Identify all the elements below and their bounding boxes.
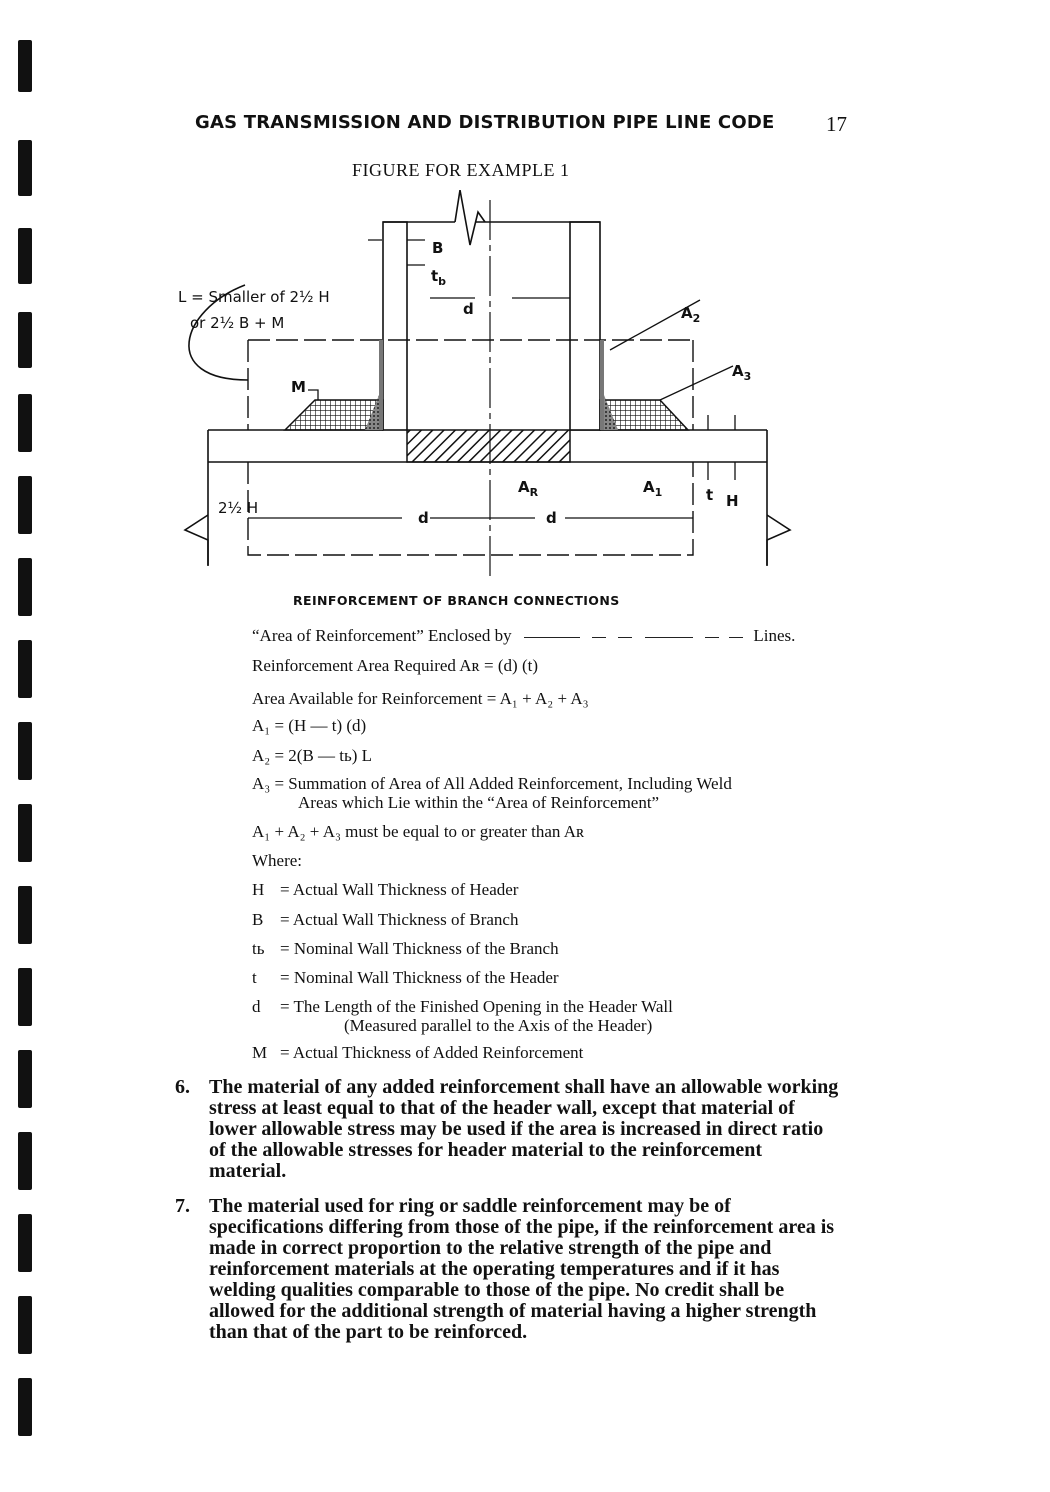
branch-connection-diagram <box>140 190 820 590</box>
label-a1: $A_1$ <box>643 478 663 499</box>
binding-mark <box>18 1296 32 1354</box>
binding-mark <box>18 558 32 616</box>
formula-condition: A₁ + A₂ + A₃ must be equal to or greater than Aʀ <box>252 822 585 841</box>
branch-wall-left <box>383 222 407 430</box>
label-b: B <box>432 239 444 257</box>
where-label: Where: <box>252 851 303 870</box>
binding-mark <box>18 1378 32 1436</box>
formula-required: Reinforcement Area Required Aʀ = (d) (t) <box>252 656 539 675</box>
label-t: t <box>706 486 714 504</box>
formula-available: Area Available for Reinforcement = A₁ + A₂ + A₃ <box>252 689 589 708</box>
binding-mark <box>18 394 32 452</box>
figure-title: FIGURE FOR EXAMPLE 1 <box>352 160 570 180</box>
binding-mark <box>18 1050 32 1108</box>
binding-mark <box>18 228 32 284</box>
label-l-def-2: or 2½ B + M <box>190 314 285 332</box>
definition-h: H = Actual Wall Thickness of Header <box>252 880 519 899</box>
label-a2: $A_2$ <box>681 304 701 325</box>
figure-caption: REINFORCEMENT OF BRANCH CONNECTIONS <box>293 593 620 608</box>
label-two-half-h: 2½ H <box>218 499 259 517</box>
break-symbol <box>455 190 485 245</box>
binding-mark <box>18 476 32 534</box>
weld-strip-left <box>379 340 383 430</box>
binding-mark <box>18 968 32 1026</box>
required-area-hatch <box>407 430 570 462</box>
leader-m <box>308 390 318 400</box>
weld-strip-right <box>600 340 604 430</box>
formula-a2: A₂ = 2(B — tь) L <box>252 746 373 765</box>
binding-mark <box>18 40 32 92</box>
definition-m: M = Actual Thickness of Added Reinforcement <box>252 1043 584 1062</box>
binding-mark <box>18 804 32 862</box>
definition-d: d = The Length of the Finished Opening in the Header Wall <box>252 997 673 1016</box>
label-l-def-1: L = Smaller of 2½ H <box>178 288 330 306</box>
binding-mark <box>18 140 32 196</box>
binding-mark <box>18 1214 32 1272</box>
label-ar: $A_R$ <box>518 478 539 499</box>
label-d-top: d <box>463 300 474 318</box>
binding-mark <box>18 722 32 780</box>
label-d-left: d <box>418 509 429 527</box>
binding-mark <box>18 886 32 944</box>
binding-mark <box>18 1132 32 1190</box>
leader-a3 <box>660 366 733 400</box>
formula-a3-line2: Areas which Lie within the “Area of Reinforcement” <box>298 793 660 812</box>
label-d-right: d <box>546 509 557 527</box>
binding-mark <box>18 640 32 698</box>
binding-mark <box>18 312 32 368</box>
paragraph-6: 6. The material of any added reinforcement shall have an allowable working stress at least equal to that of the header wall, except that material of lower allowable stress may be used if the area is increased in direct ratio of the allowable stresses for header material to the reinforcement material. <box>175 1076 839 1182</box>
label-m: M <box>291 378 306 396</box>
formula-area-enclosed: “Area of Reinforcement” Enclosed by Lines. <box>252 626 796 645</box>
label-a3: $A_3$ <box>732 362 752 383</box>
running-header: GAS TRANSMISSION AND DISTRIBUTION PIPE LINE CODE <box>195 112 775 133</box>
formula-a1: A₁ = (H — t) (d) <box>252 716 367 735</box>
definition-tb: tь = Nominal Wall Thickness of the Branch <box>252 939 559 958</box>
page-number: 17 <box>826 112 847 136</box>
definition-b: B = Actual Wall Thickness of Branch <box>252 910 519 929</box>
definition-t: t = Nominal Wall Thickness of the Header <box>252 968 559 987</box>
formula-a3-line1: A₃ = Summation of Area of All Added Reinforcement, Including Weld <box>252 774 732 793</box>
paragraph-7: 7. The material used for ring or saddle reinforcement may be of specifications differing from those of the pipe, if the reinforcement area is made in correct proportion to the relative strength of the pipe and reinforcement materials at the operating temperatures and if it has welding qualities comparable to those of the pipe. No credit shall be allowed for the additional strength of material having a higher strength than that of the part to be reinforced. <box>175 1195 835 1343</box>
label-h: H <box>726 492 739 510</box>
branch-wall-right <box>570 222 600 430</box>
definition-d-continued: (Measured parallel to the Axis of the Header) <box>344 1016 653 1035</box>
label-tb: $t_b$ <box>431 267 447 288</box>
